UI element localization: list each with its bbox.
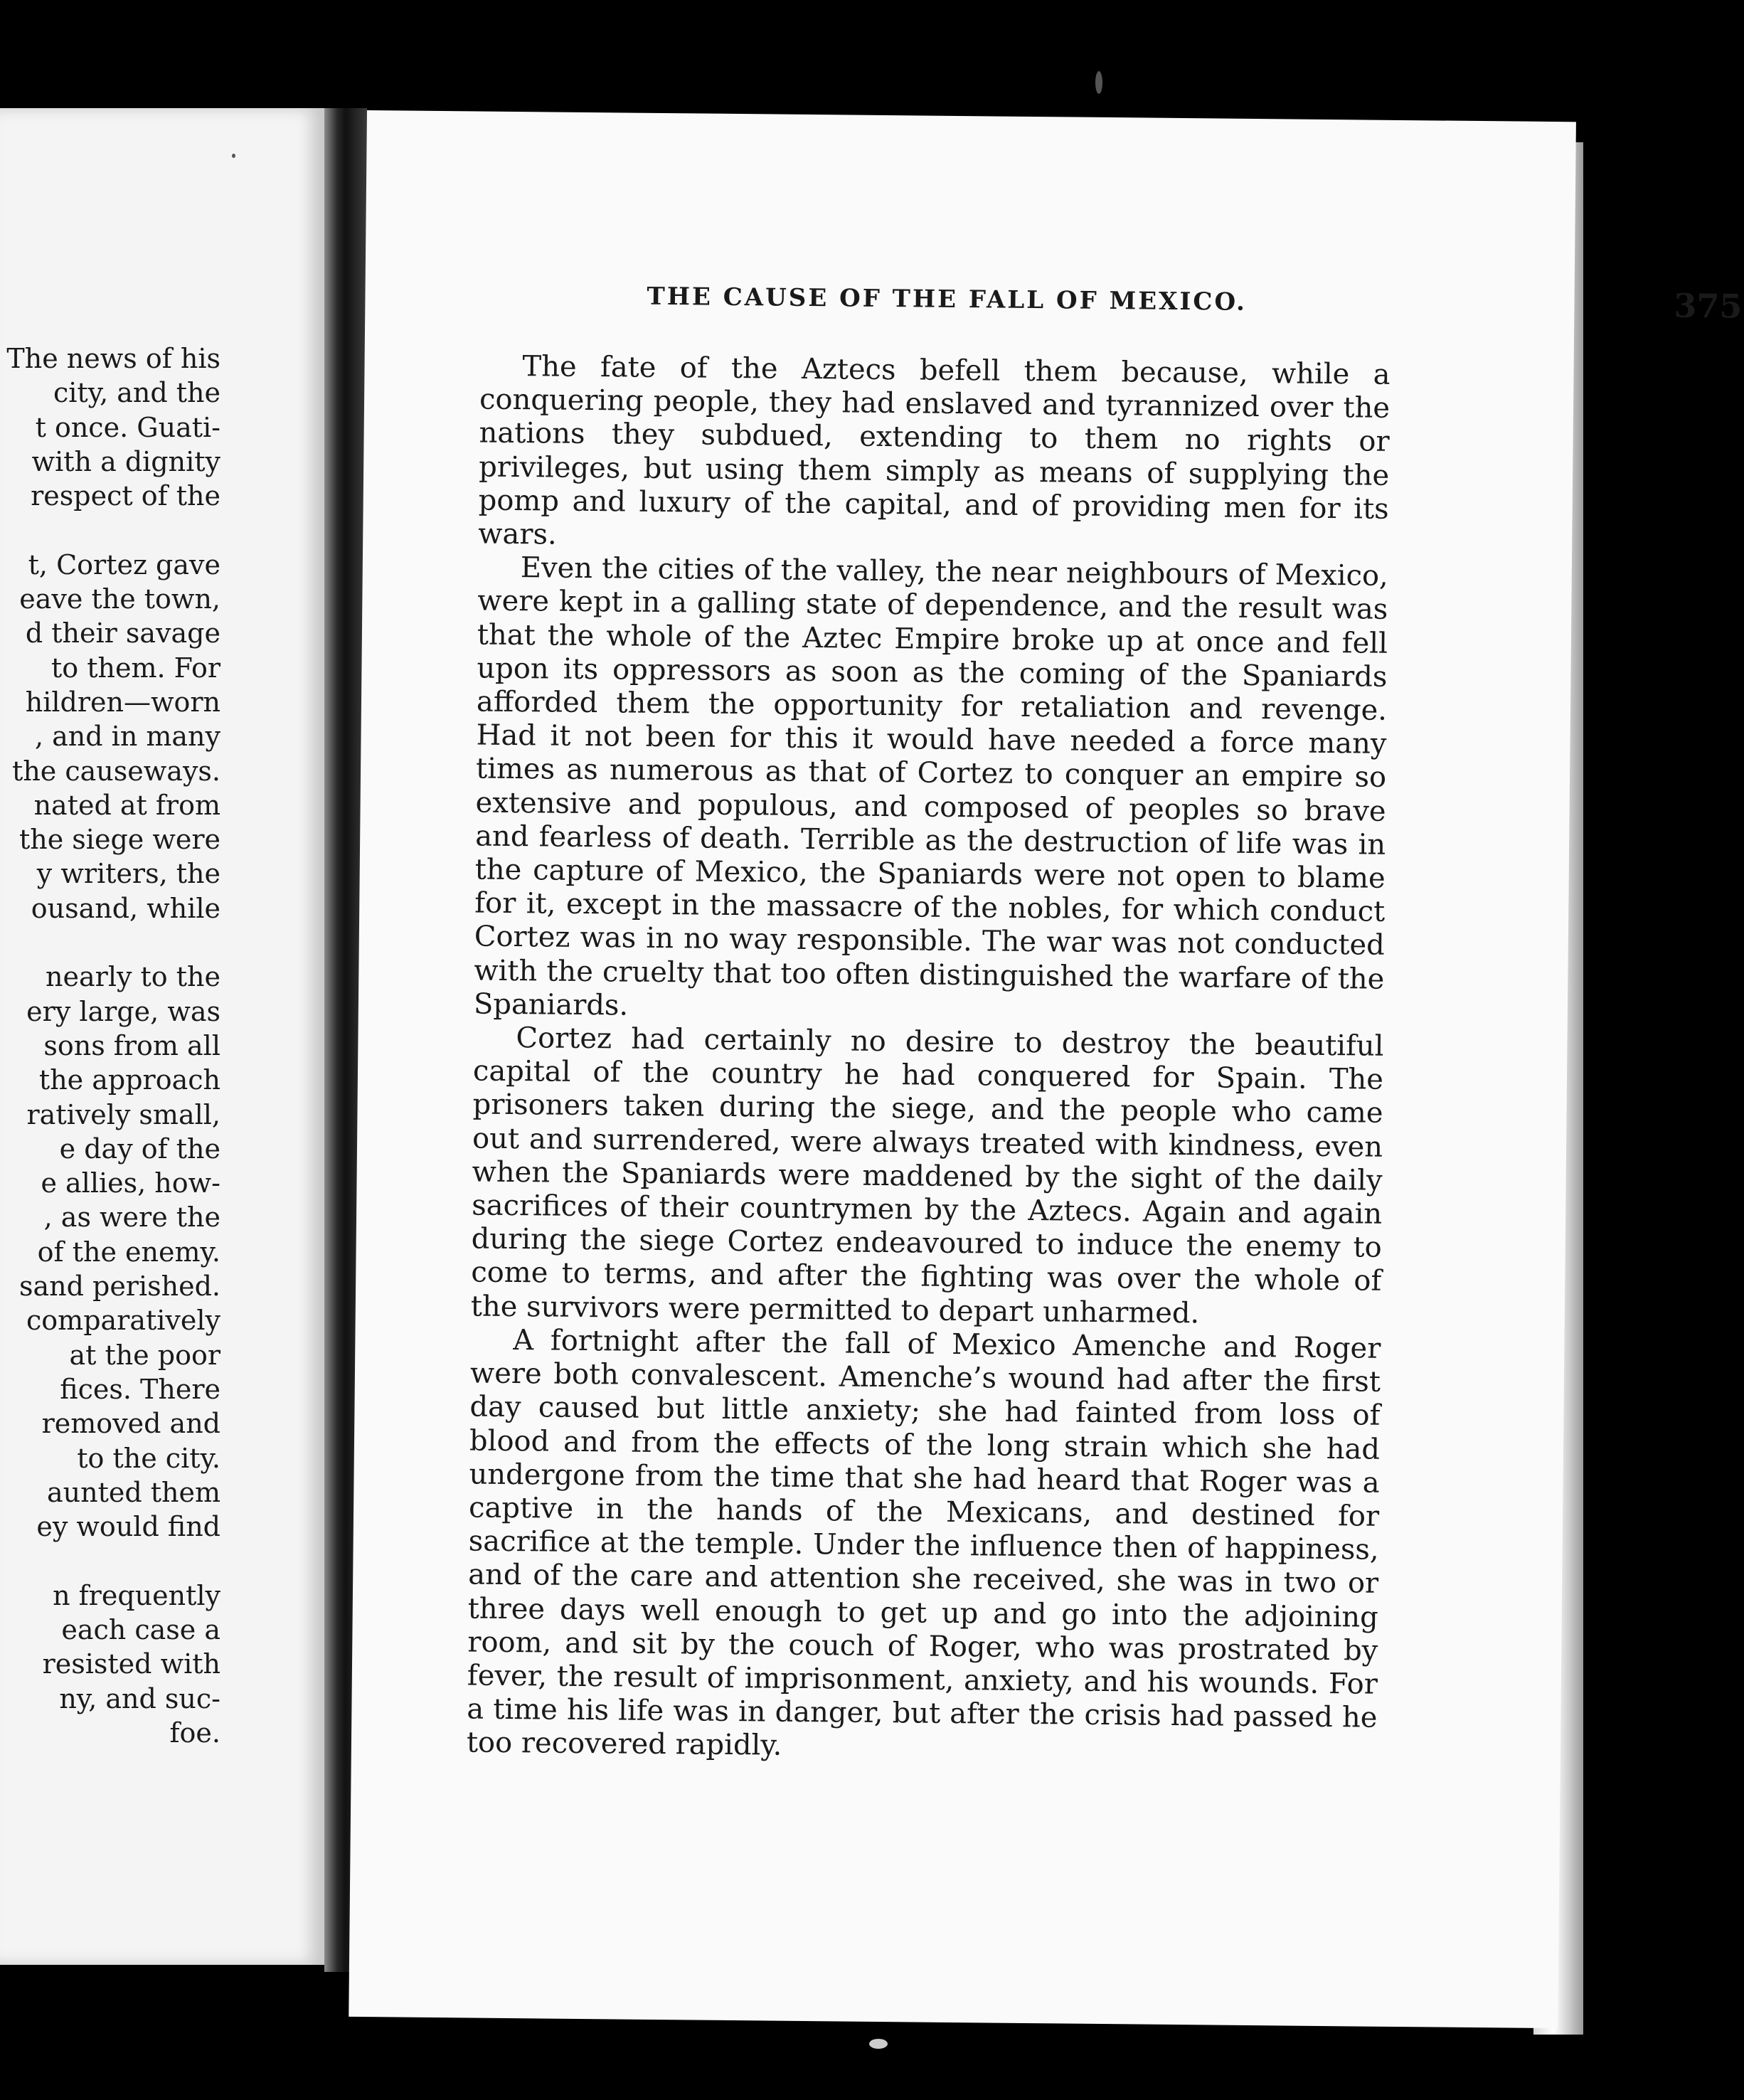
left-page-line: , as were the <box>43 1202 220 1234</box>
left-page-gap <box>0 1544 334 1578</box>
left-page-line: eave the town, <box>19 583 220 615</box>
page-number: 375 <box>1674 286 1743 326</box>
paragraph-cortez-desire: Cortez had certainly no desire to destroy the beautiful capital of the country he had conquered for Spain. The prisoners taken during the siege, and the people who came out and surrendered, were always treated with kindness, even when the Spaniards were maddened by the sight of the daily sacrifices of their countrymen by the Aztecs. Again and again during the siege Cortez endeavoured to induce the enemy to come to terms, and after the fighting was over the whole of the survivors were permitted to depart unharmed. <box>470 1022 1384 1330</box>
left-page-line: to the city. <box>77 1442 220 1474</box>
left-page-line: sons from all <box>43 1029 220 1061</box>
left-page-gap <box>0 926 334 960</box>
ink-speck <box>232 154 235 158</box>
paragraph-convalescence: A fortnight after the fall of Mexico Amenche and Roger were both convalescent. Amenche’s wound had after the first day caused but little anxiety; she had fainted from loss of blood and from the effects of the long strain which she had undergone from the time that she had heard that Roger was a captive in the hands of the Mexicans, and destined for sacrifice at the temple. Under the influence then of happiness, and of the care and attention she received, she was in two or three days well enough to get up and go into the adjoining room, and sit by the couch of Roger, who was prostrated by fever, the result of imprisonment, anxiety, and his wounds. For a time his life was in danger, but after the crisis had passed he too recovered rapidly. <box>466 1323 1381 1763</box>
scan-mark <box>869 2039 888 2049</box>
ink-speck <box>1095 71 1102 94</box>
right-page <box>349 110 1743 2028</box>
left-page-line: resisted with <box>42 1648 220 1680</box>
left-page-line: The news of his <box>6 343 220 374</box>
left-page-line: nated at from <box>33 789 220 821</box>
body-text <box>467 350 1391 1769</box>
left-page-line: e allies, how- <box>41 1167 220 1199</box>
left-page-line: e day of the <box>59 1133 220 1165</box>
left-page-line: comparatively <box>26 1305 220 1337</box>
left-page-line: of the enemy. <box>37 1236 220 1268</box>
left-page-text <box>0 341 334 1750</box>
left-page-line: city, and the <box>53 377 220 409</box>
left-page-line: fices. There <box>60 1373 220 1405</box>
left-page-line: , and in many <box>34 721 220 753</box>
left-page-line: the approach <box>38 1064 220 1096</box>
left-page-line: y writers, the <box>36 858 220 890</box>
left-page-line: ousand, while <box>31 892 220 924</box>
left-page-line: n frequently <box>53 1579 220 1611</box>
left-page-line: at the poor <box>69 1339 220 1371</box>
left-page-line: aunted them <box>46 1476 220 1508</box>
paragraph-valley-cities: Even the cities of the valley, the near neighbours of Mexico, were kept in a galling state of dependence, and the result was that the whole of the Aztec Empire broke up at once and fell upon its oppressors as soon as the coming of the Spaniards afforded them the opportunity for retaliation and revenge. Had it not been for this it would have needed a force many times as numerous as that of Cortez to conquer an empire so extensive and populous, and composed of peoples so brave and fearless of death. Terrible as the destruction of life was in the capture of Mexico, the Spaniards were not open to blame for it, except in the massacre of the nobles, for which conduct Cortez was in no way responsible. The war was not conducted with the cruelty that too often distinguished the warfare of the Spaniards. <box>473 551 1388 1022</box>
paragraph-aztec-fate: The fate of the Aztecs befell them because, while a conquering people, they had enslaved and tyrannized over the nations they subdued, extending to them no rights or privileges, but using them simply as means of supplying the pomp and luxury of the capital, and of providing men for its wars. <box>478 350 1391 551</box>
left-page-line: each case a <box>61 1613 220 1645</box>
left-page-line: d their savage <box>25 617 220 649</box>
running-title: THE CAUSE OF THE FALL OF MEXICO. <box>647 282 1248 317</box>
left-page <box>0 108 324 1965</box>
left-page-line: removed and <box>41 1408 220 1440</box>
left-page-line: ey would find <box>36 1511 220 1543</box>
left-page-line: sand perished. <box>18 1271 220 1303</box>
left-page-line: ny, and suc- <box>59 1682 220 1714</box>
left-page-line: foe. <box>169 1717 220 1749</box>
left-page-line: ery large, was <box>26 995 220 1027</box>
left-page-line: the siege were <box>18 824 220 856</box>
left-page-line: respect of the <box>31 480 220 512</box>
left-page-gap <box>0 513 334 547</box>
left-page-line: hildren—worn <box>25 686 220 718</box>
left-page-line: t, Cortez gave <box>28 548 220 580</box>
left-page-line: t once. Guati- <box>35 411 220 443</box>
left-page-line: ratively small, <box>26 1098 220 1130</box>
left-page-line: the causeways. <box>12 755 220 787</box>
left-page-line: nearly to the <box>46 961 220 993</box>
left-page-line: with a dignity <box>31 445 220 477</box>
left-page-line: to them. For <box>51 652 220 684</box>
